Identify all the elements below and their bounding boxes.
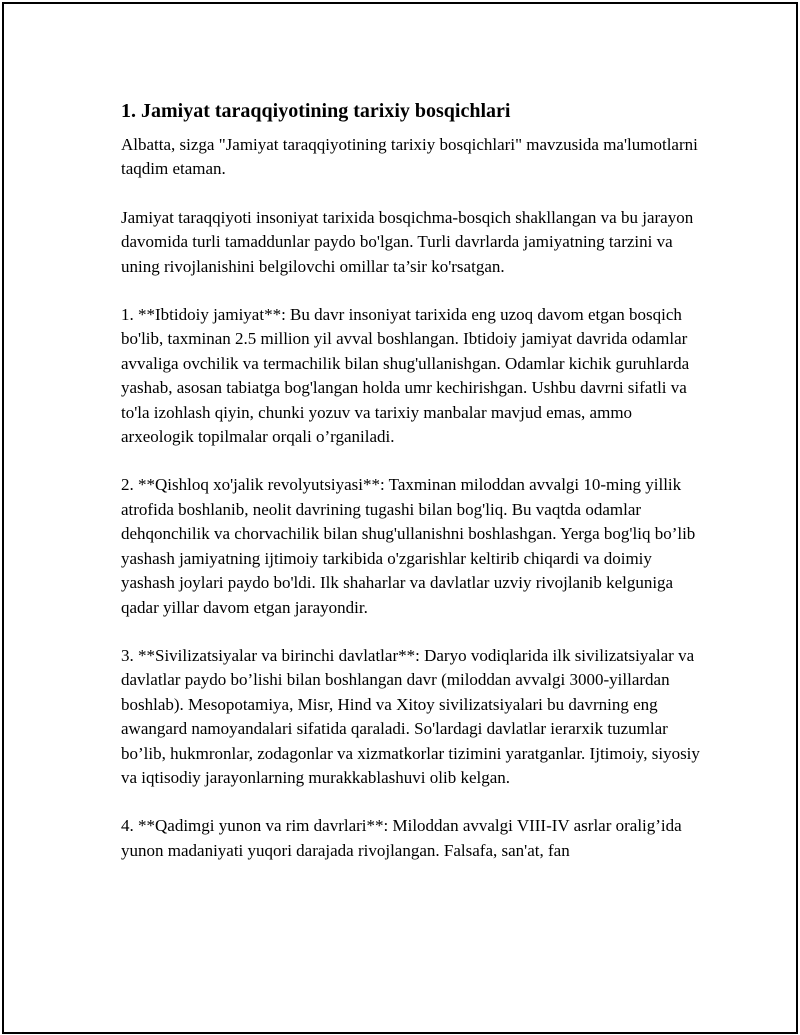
document-title: 1. Jamiyat taraqqiyotining tarixiy bosqichlari [121, 100, 511, 122]
overview-paragraph: Jamiyat taraqqiyoti insoniyat tarixida bosqichma-bosqich shakllangan va bu jarayon davomida turli tamaddunlar paydo bo'lgan. Turli davrlarda jamiyatning tarzini va uning rivojlanishini belgilovchi omillar ta’sir ko'rsatgan. [121, 207, 694, 276]
document-body [121, 98, 701, 863]
section-agricultural-revolution: 2. **Qishloq xo'jalik revolyutsiyasi**: Taxminan miloddan avvalgi 10-ming yillik atrofida boshlanib, neolit davrining tugashi bilan bog'liq. Bu vaqtda odamlar dehqonchilik va chorvachilik bilan shug'ullanishni boshlashgan. Yerga bog'liq bo’lib yashash jamiyatning ijtimoiy tarkibida o'zgarishlar keltirib chiqardi va doimiy yashash joylari paydo bo'ldi. Ilk shaharlar va davlatlar uzviy rivojlanib kelguniga qadar yillar davom etgan jarayondir. [121, 475, 696, 617]
section-greek-roman: 4. **Qadimgi yunon va rim davrlari**: Miloddan avvalgi VIII-IV asrlar oralig’ida yunon madaniyati yuqori darajada rivojlangan. Falsafa, san'at, fan [121, 816, 682, 860]
section-first-civilizations: 3. **Sivilizatsiyalar va birinchi davlatlar**: Daryo vodiqlarida ilk sivilizatsiyalar va davlatlar paydo bo’lishi bilan boshlangan davr (miloddan avvalgi 3000-yillardan boshlab). Mesopotamiya, Misr, Hind va Xitoy sivilizatsiyalari bu davrning eng awangard namoyandalari sifatida qaraladi. So'lardagi davlatlar ierarxik tuzumlar bo’lib, hukmronlar, zodagonlar va xizmatkorlar tizimini yaratganlar. Ijtimoiy, siyosiy va iqtisodiy jarayonlarning murakkablashuvi olib kelgan. [121, 645, 700, 787]
page-frame [2, 2, 798, 1034]
section-primitive-society: 1. **Ibtidoiy jamiyat**: Bu davr insoniyat tarixida eng uzoq davom etgan bosqich bo'lib, taxminan 2.5 million yil avval boshlangan. Ibtidoiy jamiyat davrida odamlar avvaliga ovchilik va termachilik bilan shug'ullanishgan. Odamlar kichik guruhlarda yashab, asosan tabiatga bog'langan holda umr kechirishgan. Ushbu davrni sifatli va to'la izohlash qiyin, chunki yozuv va tarixiy manbalar mavjud emas, ammo arxeologik topilmalar orqali o’rganiladi. [121, 305, 690, 447]
intro-paragraph: Albatta, sizga "Jamiyat taraqqiyotining tarixiy bosqichlari" mavzusida ma'lumotlarni taqdim etaman. [121, 135, 698, 179]
